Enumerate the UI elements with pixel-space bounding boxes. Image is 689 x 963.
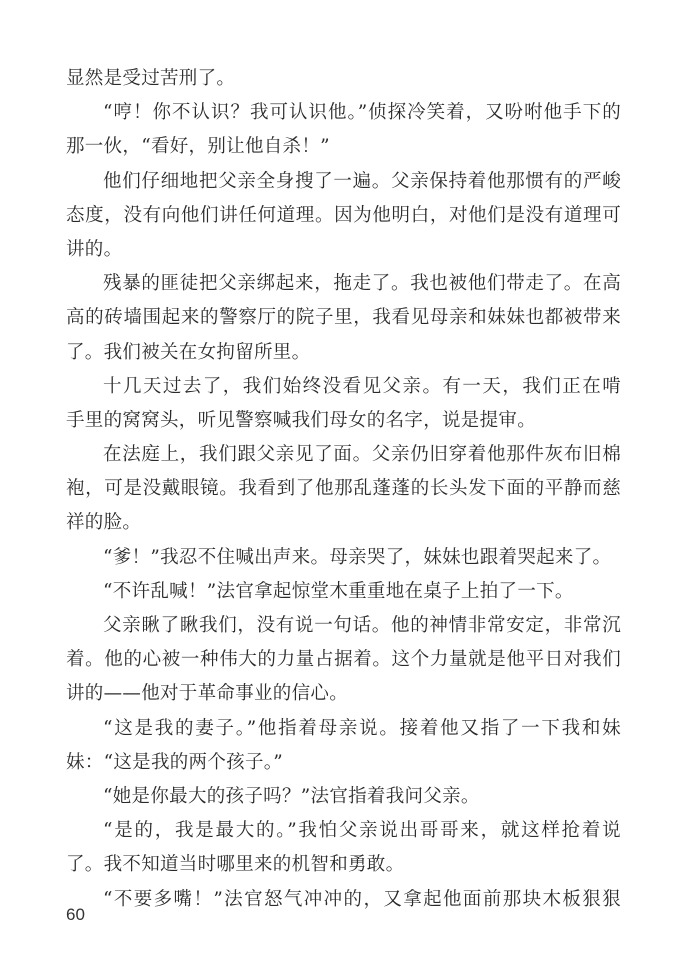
text-line: 那一伙，“看好，别让他自杀！” xyxy=(66,136,330,158)
text-line: 高的砖墙围起来的警察厅的院子里，我看见母亲和妹妹也都被带来 xyxy=(66,307,621,329)
text-line: 他们仔细地把父亲全身搜了一遍。父亲保持着他那惯有的严峻 xyxy=(103,170,621,192)
text-line: 讲的——他对于革命事业的信心。 xyxy=(66,683,349,705)
text-line: 态度，没有向他们讲任何道理。因为他明白，对他们是没有道理可 xyxy=(66,204,621,226)
body-text xyxy=(66,62,621,917)
text-line: 着。他的心被一种伟大的力量占据着。这个力量就是他平日对我们 xyxy=(66,649,621,671)
text-line: 袍，可是没戴眼镜。我看到了他那乱蓬蓬的长头发下面的平静而慈 xyxy=(66,478,621,500)
text-line: “她是你最大的孩子吗？”法官指着我问父亲。 xyxy=(103,785,480,807)
text-line: “这是我的妻子。”他指着母亲说。接着他又指了一下我和妹 xyxy=(103,717,621,739)
page-number: 60 xyxy=(66,905,85,924)
text-line: 在法庭上，我们跟父亲见了面。父亲仍旧穿着他那件灰布旧棉 xyxy=(103,444,621,466)
text-line: 父亲瞅了瞅我们，没有说一句话。他的神情非常安定，非常沉 xyxy=(103,615,621,636)
text-line: 显然是受过苦刑了。 xyxy=(66,68,236,89)
text-line: 讲的。 xyxy=(66,238,123,260)
text-line: “不要多嘴！”法官怒气冲冲的，又拿起他面前那块木板狠狠 xyxy=(103,888,621,910)
text-line: 祥的脸。 xyxy=(66,512,142,534)
text-line: “爹！”我忍不住喊出声来。母亲哭了，妹妹也跟着哭起来了。 xyxy=(103,546,612,568)
text-line: 残暴的匪徒把父亲绑起来，拖走了。我也被他们带走了。在高 xyxy=(103,273,621,295)
text-line: 了。我不知道当时哪里来的机智和勇敢。 xyxy=(66,854,405,876)
text-line: “是的，我是最大的。”我怕父亲说出哥哥来，就这样抢着说 xyxy=(103,820,621,842)
text-line: 十几天过去了，我们始终没看见父亲。有一天，我们正在啃 xyxy=(103,375,621,397)
text-line: 妹：“这是我的两个孩子。” xyxy=(66,751,284,773)
text-line: 了。我们被关在女拘留所里。 xyxy=(66,341,311,363)
text-line: “哼！你不认识？我可认识他。”侦探冷笑着，又吩咐他手下的 xyxy=(103,102,621,124)
text-line: “不许乱喊！”法官拿起惊堂木重重地在桌子上拍了一下。 xyxy=(103,580,574,602)
text-line: 手里的窝窝头，听见警察喊我们母女的名字，说是提审。 xyxy=(66,409,537,431)
